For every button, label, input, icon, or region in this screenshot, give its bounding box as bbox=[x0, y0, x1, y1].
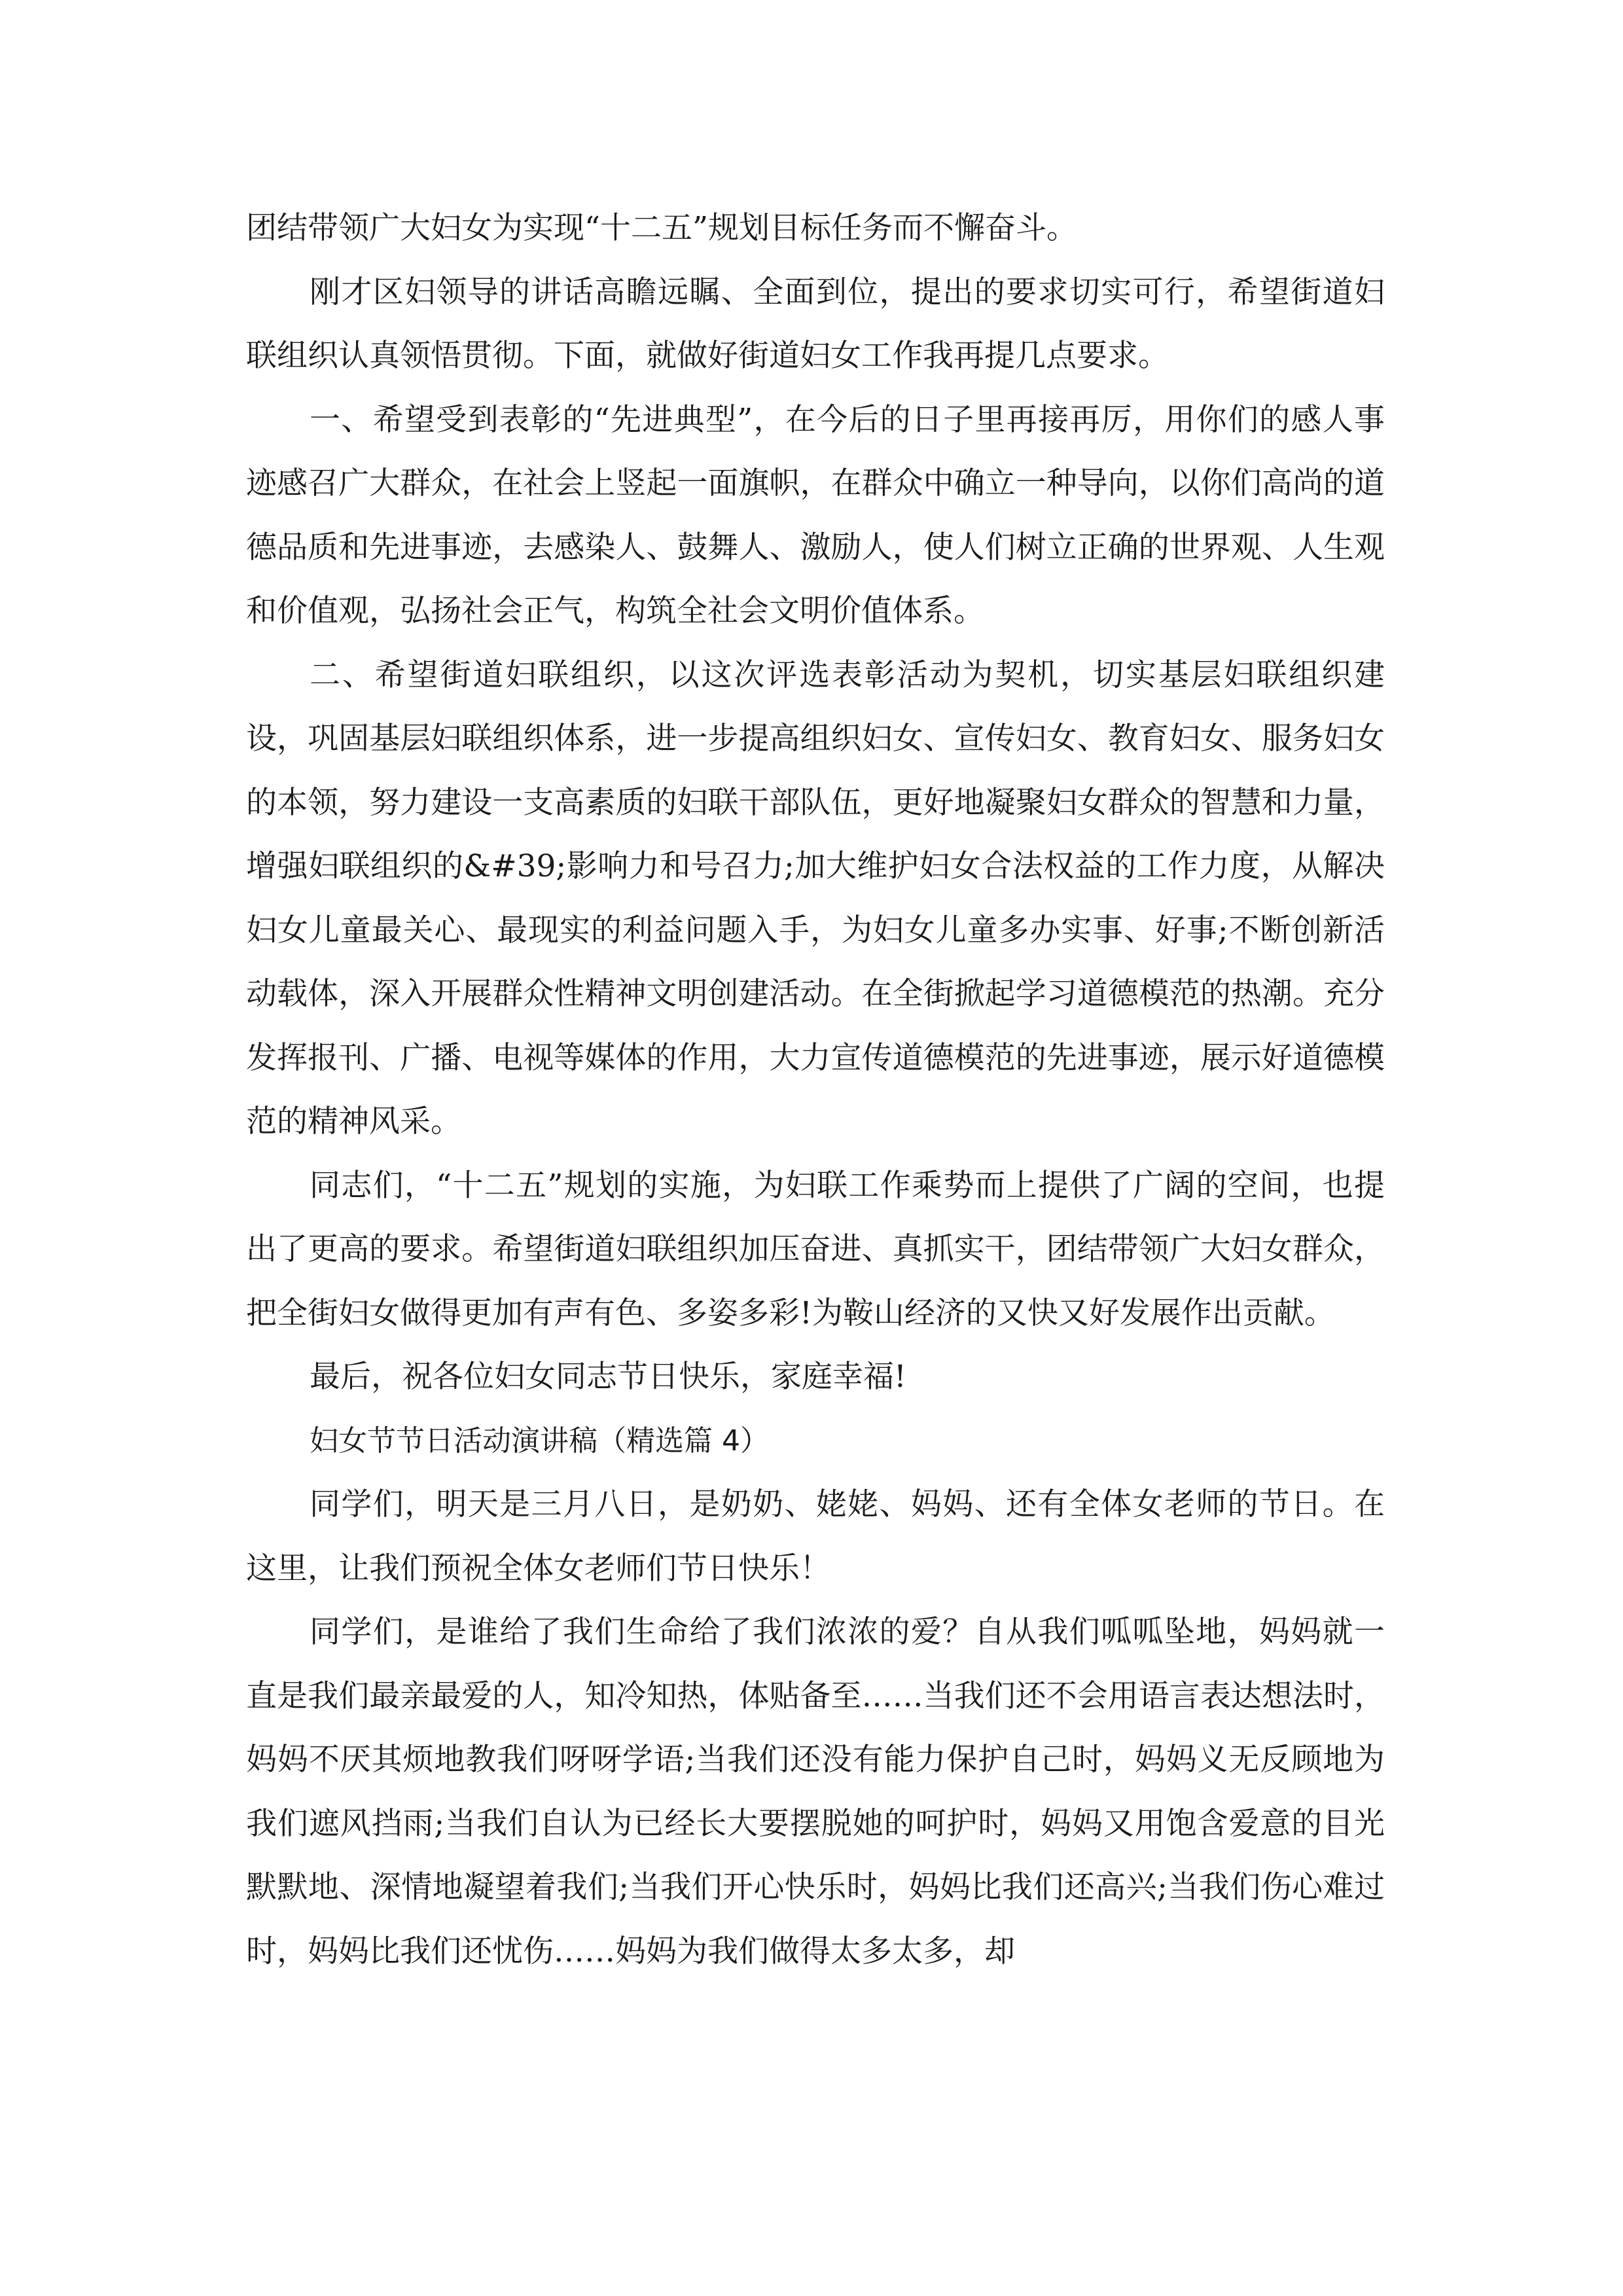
paragraph-closing-wishes: 最后，祝各位妇女同志节日快乐，家庭幸福! bbox=[310, 1359, 906, 1395]
document-body bbox=[246, 196, 1385, 1983]
paragraph-continuation: 团结带领广大妇女为实现“十二五”规划目标任务而不懈奋斗。 bbox=[246, 210, 1078, 246]
paragraph-leader-speech: 刚才区妇领导的讲话高瞻远瞩、全面到位，提出的要求切实可行，希望街道妇联组织认真领悟贯彻。下面，就做好街道妇女工作我再提几点要求。 bbox=[246, 274, 1385, 374]
paragraph-comrades: 同志们，“十二五”规划的实施，为妇联工作乘势而上提供了广阔的空间，也提出了更高的要求。希望街道妇联组织加压奋进、真抓实干，团结带领广大妇女群众，把全街妇女做得更加有声有色、多姿多彩!为鞍山经济的又快又好发展作出贡献。 bbox=[246, 1167, 1385, 1331]
paragraph-requirement-one: 一、希望受到表彰的“先进典型”，在今后的日子里再接再厉，用你们的感人事迹感召广大群众，在社会上竖起一面旗帜，在群众中确立一种导向，以你们高尚的道德品质和先进事迹，去感染人、鼓舞人、激励人，使人们树立正确的世界观、人生观和价值观，弘扬社会正气，构筑全社会文明价值体系。 bbox=[246, 401, 1385, 629]
paragraph-requirement-two: 二、希望街道妇联组织，以这次评选表彰活动为契机，切实基层妇联组织建设，巩固基层妇联组织体系，进一步提高组织妇女、宣传妇女、教育妇女、服务妇女的本领，努力建设一支高素质的妇联干部队伍，更好地凝聚妇女群众的智慧和力量，增强妇联组织的&#39;影响力和号召力;加大维护妇女合法权益的工作力度，从解决妇女儿童最关心、最现实的利益问题入手，为妇女儿童多办实事、好事;不断创新活动载体，深入开展群众性精神文明创建活动。在全街掀起学习道德模范的热潮。充分发挥报刊、广播、电视等媒体的作用，大力宣传道德模范的先进事迹，展示好道德模范的精神风采。 bbox=[246, 656, 1385, 1139]
paragraph-mother-love: 同学们，是谁给了我们生命给了我们浓浓的爱？自从我们呱呱坠地，妈妈就一直是我们最亲最爱的人，知冷知热，体贴备至……当我们还不会用语言表达想法时，妈妈不厌其烦地教我们呀呀学语;当我们还没有能力保护自己时，妈妈义无反顾地为我们遮风挡雨;当我们自认为已经长大要摆脱她的呵护时，妈妈又用饱含爱意的目光默默地、深情地凝望着我们;当我们开心快乐时，妈妈比我们还高兴;当我们伤心难过时，妈妈比我们还忧伤……妈妈为我们做得太多太多，却 bbox=[246, 1614, 1385, 1969]
paragraph-womens-day-greeting: 同学们，明天是三月八日，是奶奶、姥姥、妈妈、还有全体女老师的节日。在这里，让我们预祝全体女老师们节日快乐！ bbox=[246, 1486, 1385, 1587]
section-heading: 妇女节节日活动演讲稿（精选篇 4） bbox=[310, 1424, 769, 1458]
